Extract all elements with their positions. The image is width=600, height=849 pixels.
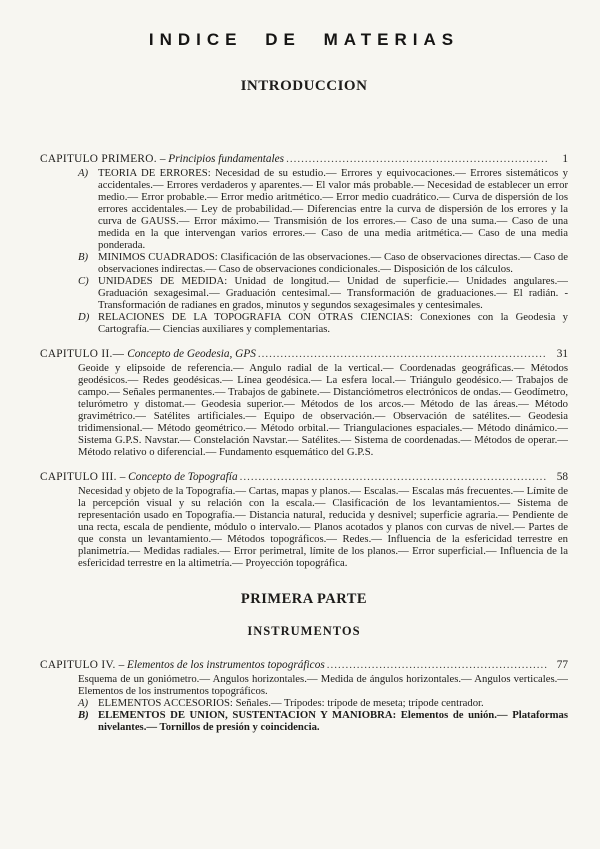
block-text: TEORIA DE ERRORES: Necesidad de su estudio.— Errores y equivocaciones.— Errores sistemáticos y accidentales.— Errores verdaderos y aparentes.— El valor más probable.— Necesidad de establecer un error medio.— Error probable.— Error medio aritmético.— Error medio cuadrático.— Curva de dispersión de los errores accidentales.— Ley de probabilidad.— Diferencias entre la curva de dispersión de los errores y la curva de GAUSS.— Error máximo.— Transmisión de los errores.— Caso de una suma.— Caso de una medida en la que intervengan varios errores.— Caso de una media aritmética.— Caso de una media ponderada.: [98, 167, 568, 251]
chapter-label: CAPITULO II.—: [40, 348, 125, 360]
chapter-content: [40, 167, 568, 335]
part-subheading-instrumentos: INSTRUMENTOS: [247, 624, 361, 638]
block-text: Geoide y elipsoide de referencia.— Angulo radial de la vertical.— Coordenadas geográficas.— Métodos geodésicos.— Redes geodésicas.— Línea geodésica.— La esfera local.— Triángulo geodésico.— Trabajos de campo.— Señales permanentes.— Trabajos de gabinete.— Distanciómetros electrónicos de ondas.— Geodímetro, telurómetro y distomat.— Geodesia superior.— Métodos de los arcos.— Método de las áreas.— Método gravimétrico.— Satélites artificiales.— Equipo de observación.— Observación de satélites.— Geodesia tridimensional.— Método geométrico.— Método orbital.— Triangulaciones espaciales.— Método dinámico.— Sistema G.P.S. Navstar.— Constelación Navstar.— Satélites.— Sistema de coordenadas.— Métodos de operar.— Método relativo o diferencial.— Fundamento esquemático del G.P.S.: [78, 362, 568, 458]
chapter-content: [40, 362, 568, 458]
block-marker: A): [78, 167, 89, 179]
part-heading-primera-parte: PRIMERA PARTE: [240, 591, 368, 607]
content-block: [78, 697, 568, 709]
content-block: [78, 673, 568, 697]
dot-leader: [286, 153, 547, 165]
content-block: [78, 485, 568, 569]
block-text: RELACIONES DE LA TOPOGRAFIA CON OTRAS CIENCIAS: Conexiones con la Geodesia y Cartografía.— Ciencias auxiliares y complementarias.: [98, 311, 568, 335]
chapter-entry-1: [40, 153, 568, 335]
content-block: [78, 311, 568, 335]
section-heading-introduccion: INTRODUCCION: [240, 78, 368, 94]
chapter-title: Concepto de Geodesia, GPS: [127, 348, 256, 360]
block-marker: D): [78, 311, 90, 323]
block-marker: B): [78, 251, 89, 263]
block-marker: B): [78, 709, 89, 721]
chapter-label: CAPITULO PRIMERO.: [40, 153, 157, 165]
dot-leader: [240, 471, 547, 483]
content-block: [78, 362, 568, 458]
content-block: [78, 275, 568, 311]
block-text: MINIMOS CUADRADOS: Clasificación de las observaciones.— Caso de observaciones directas.— Caso de observaciones indirectas.— Caso de observaciones condicionales.— Disposición de los cálculos.: [98, 251, 568, 275]
block-text: Necesidad y objeto de la Topografía.— Cartas, mapas y planos.— Escalas.— Escalas más frecuentes.— Límite de la percepción visual y su relación con la escala.— Clasificación de los levantamientos.— Sistema de representación usado en Topografía.— Distancia natural, reducida y desnivel; superficie agraria.— Pendiente de una recta, escala de pendiente, módulo o intervalo.— Planos acotados y planos con curvas de nivel.— Partes de que consta un levantamiento.— Métodos topográficos.— Redes.— Influencia de la esfericidad terrestre en planimetría.— Medidas radiales.— Error perimetral, límite de los planos.— Error superficial.— Influencia de la esfericidad terrestre en la altimetría.— Proyección topográfica.: [78, 485, 568, 569]
block-text: Esquema de un goniómetro.— Angulos horizontales.— Medida de ángulos horizontales.— Angulos verticales.— Elementos de los instrumentos topográficos.: [78, 673, 568, 697]
chapter-entry-2: [40, 348, 568, 458]
chapter-label: CAPITULO III.: [40, 471, 117, 483]
chapter-content: [40, 673, 568, 733]
block-marker: C): [78, 275, 89, 287]
chapter-title: – Principios fundamentales: [159, 153, 285, 165]
toc-line-chapter-4: [40, 659, 568, 671]
chapter-content: [40, 485, 568, 569]
chapter-title: – Elementos de los instrumentos topográficos: [118, 659, 325, 671]
chapter-page-number: 1: [562, 153, 568, 165]
chapter-page-number: 58: [556, 471, 568, 483]
block-marker: A): [78, 697, 89, 709]
block-text: UNIDADES DE MEDIDA: Unidad de longitud.— Unidad de superficie.— Unidades angulares.— Graduación sexagesimal.— Graduación centesimal.— Transformación de graduaciones.— El radián. - Transformación de radianes en grados, minutos y segundos sexagesimales y centesimales.: [98, 275, 568, 311]
chapter-title: – Concepto de Topografía: [119, 471, 238, 483]
chapter-entry-4: [40, 659, 568, 733]
toc-line-chapter-1: [40, 153, 568, 165]
chapter-label: CAPITULO IV.: [40, 659, 116, 671]
dot-leader: [258, 348, 547, 360]
chapter-page-number: 77: [556, 659, 568, 671]
block-text: ELEMENTOS DE UNION, SUSTENTACION Y MANIOBRA: Elementos de unión.— Plataformas nivelantes.— Tornillos de presión y coincidencia.: [98, 709, 568, 733]
content-block: [78, 167, 568, 251]
toc-line-chapter-3: [40, 471, 568, 483]
toc-line-chapter-2: [40, 348, 568, 360]
dot-leader: [327, 659, 547, 671]
content-block: [78, 709, 568, 733]
chapter-entry-3: [40, 471, 568, 569]
chapter-page-number: 31: [556, 348, 568, 360]
page-title: INDICE DE MATERIAS: [148, 30, 460, 49]
content-block: [78, 251, 568, 275]
block-text: ELEMENTOS ACCESORIOS: Señales.— Trípodes: trípode de meseta; trípode centrador.: [98, 697, 484, 709]
